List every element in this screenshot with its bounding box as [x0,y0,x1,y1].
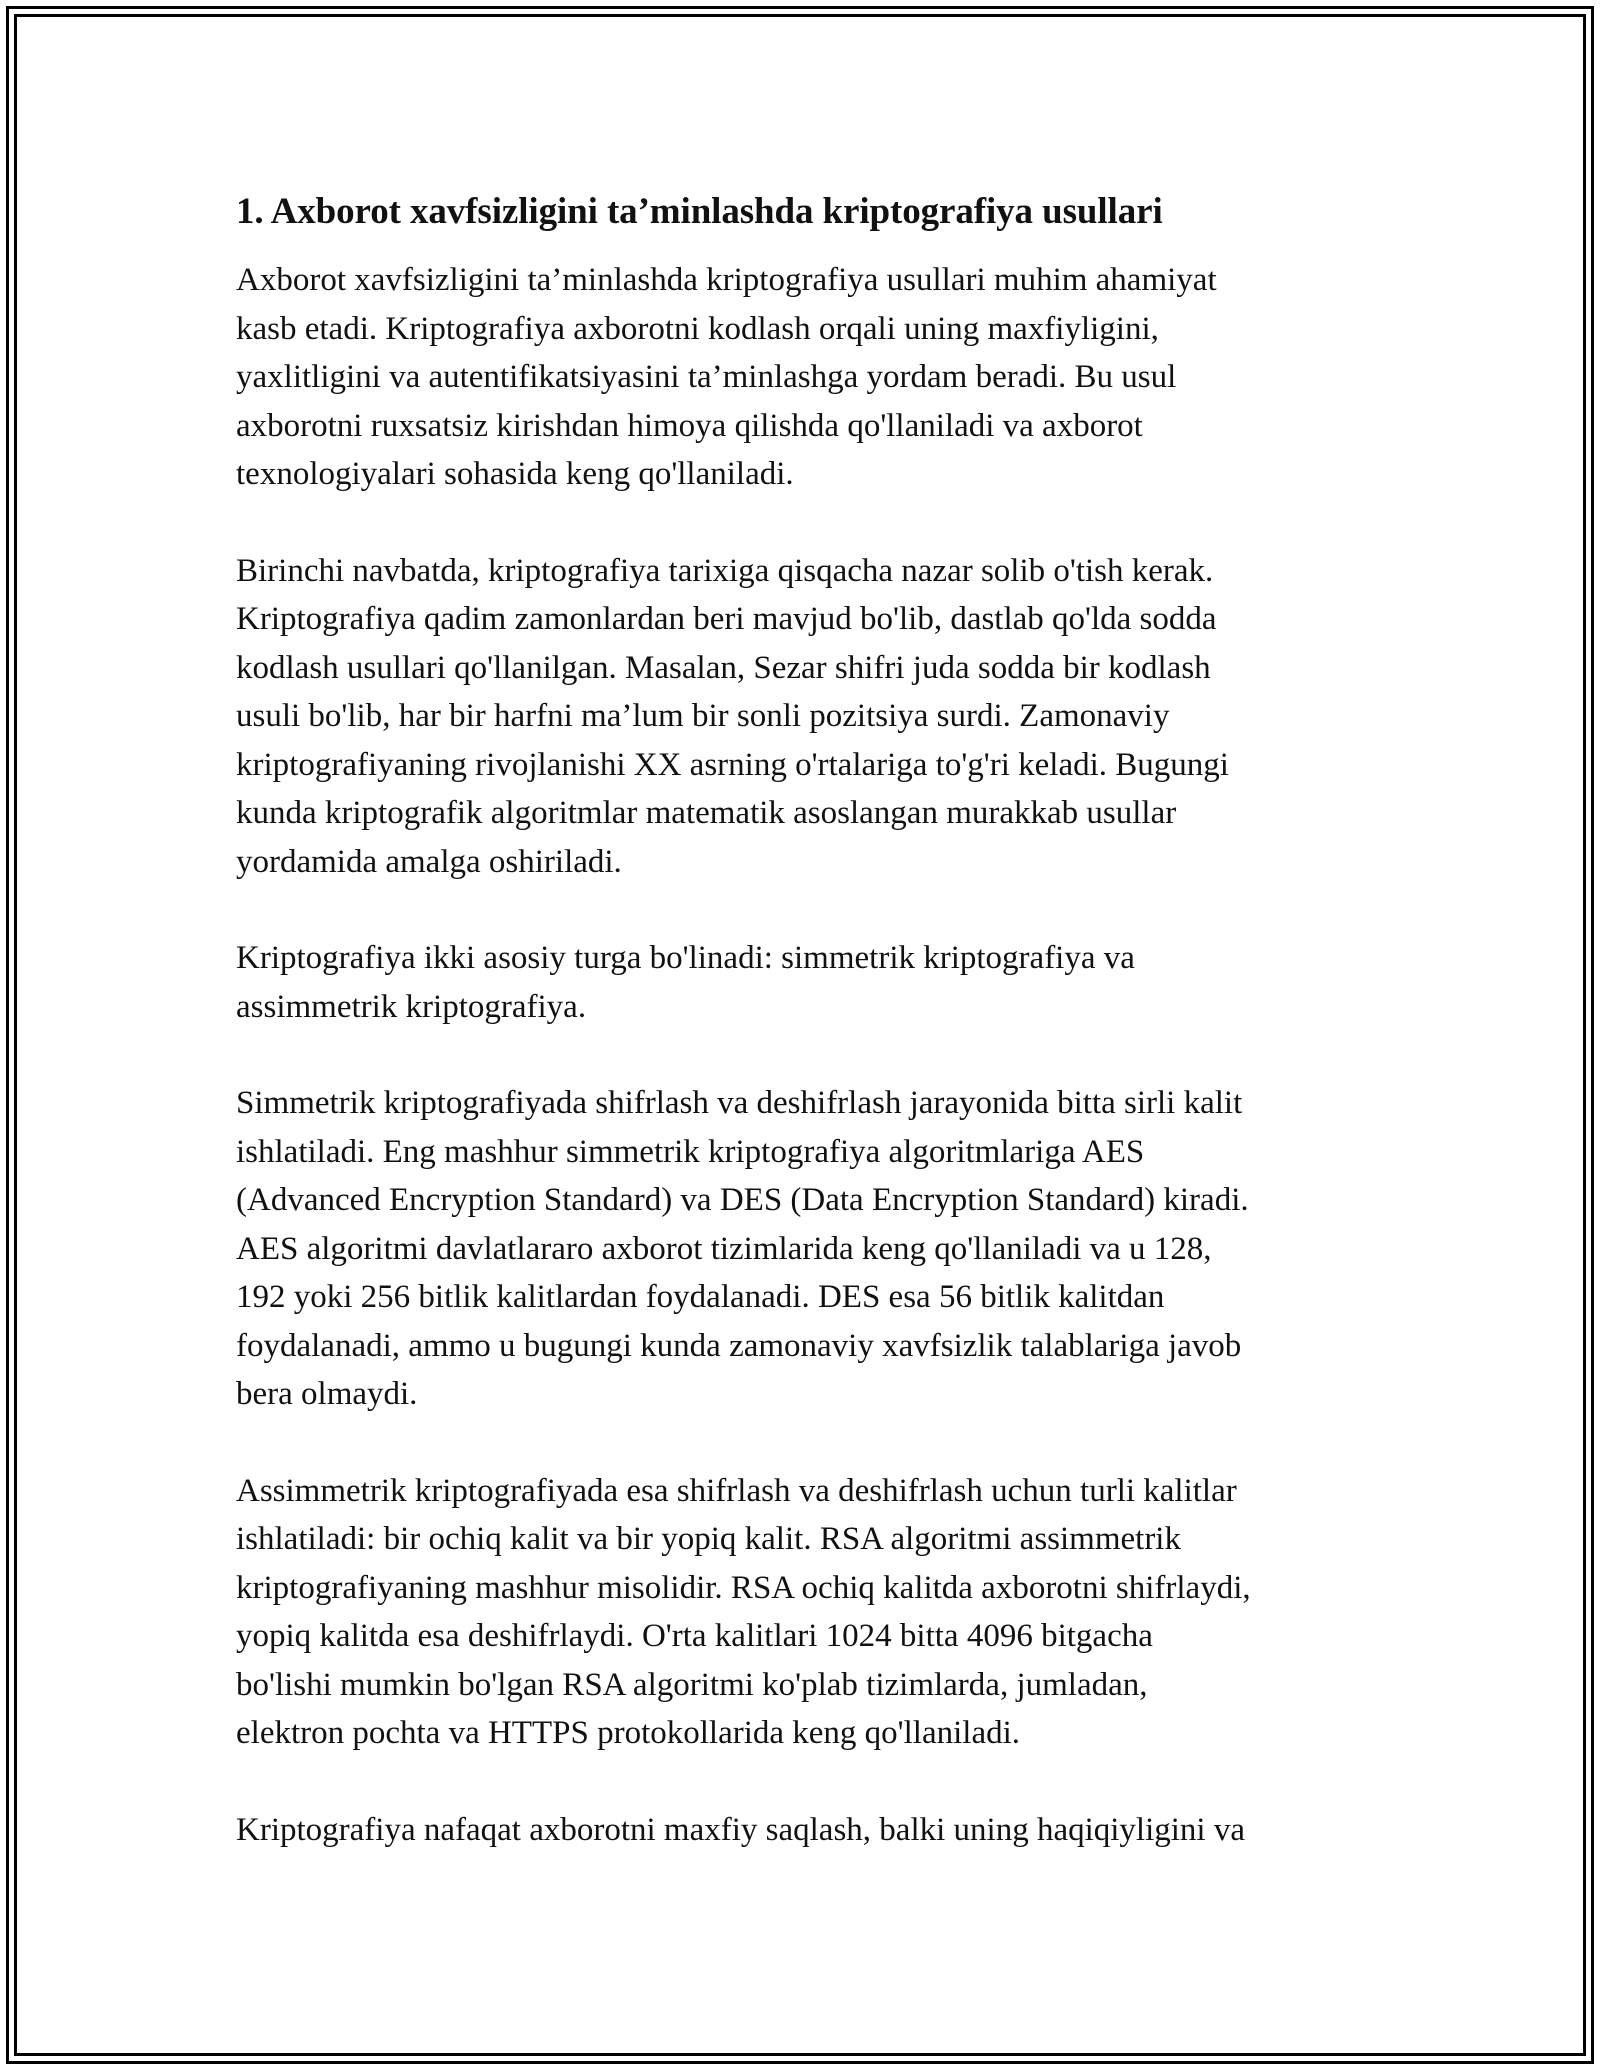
text-line: bera olmaydi. [236,1376,418,1412]
paragraph-closing [236,1806,1376,1855]
text-line: Kriptografiya ikki asosiy turga bo'linadi: simmetrik kriptografiya va [236,940,1135,976]
text-line: Axborot xavfsizligini ta’minlashda kriptografiya usullari muhim ahamiyat [236,262,1217,298]
document-body [236,184,1376,1854]
section-heading: 1. Axborot xavfsizligini ta’minlashda kriptografiya usullari [236,191,1163,232]
text-line: axborotni ruxsatsiz kirishdan himoya qilishda qo'llaniladi va axborot [236,407,1143,444]
text-line: ishlatiladi: bir ochiq kalit va bir yopiq kalit. RSA algoritmi assimmetrik [236,1521,1181,1557]
text-line: ishlatiladi. Eng mashhur simmetrik kriptografiya algoritmlariga AES [236,1133,1145,1170]
paragraph-types [236,934,1376,1031]
text-line: Assimmetrik kriptografiyada esa shifrlash va deshifrlash uchun turli kalitlar [236,1472,1237,1509]
text-line: Simmetrik kriptografiyada shifrlash va deshifrlash jarayonida bitta sirli kalit [236,1085,1243,1121]
text-line: foydalanadi, ammo u bugungi kunda zamonaviy xavfsizlik talablariga javob [236,1327,1242,1364]
paragraph-asymmetric [236,1467,1376,1758]
text-line: Birinchi navbatda, kriptografiya tarixiga qisqacha nazar solib o'tish kerak. [236,552,1214,589]
text-line: bo'lishi mumkin bo'lgan RSA algoritmi ko'plab tizimlarda, jumladan, [236,1666,1148,1703]
text-line: kodlash usullari qo'llanilgan. Masalan, Sezar shifri juda sodda bir kodlash [236,649,1211,686]
paragraph-symmetric [236,1079,1376,1419]
text-line: texnologiyalari sohasida keng qo'llaniladi. [236,456,794,492]
text-line: 192 yoki 256 bitlik kalitlardan foydalanadi. DES esa 56 bitlik kalitdan [236,1279,1165,1315]
text-line: AES algoritmi davlatlararo axborot tizimlarida keng qo'llaniladi va u 128, [236,1230,1212,1267]
text-line: kunda kriptografik algoritmlar matematik asoslangan murakkab usullar [236,795,1177,831]
text-line: kriptografiyaning mashhur misolidir. RSA ochiq kalitda axborotni shifrlaydi, [236,1569,1251,1606]
paragraph-history [236,547,1376,887]
text-line: (Advanced Encryption Standard) va DES (Data Encryption Standard) kiradi. [236,1182,1249,1218]
text-line: kasb etadi. Kriptografiya axborotni kodlash orqali uning maxfiyligini, [236,310,1159,347]
text-line: Kriptografiya qadim zamonlardan beri mavjud bo'lib, dastlab qo'lda sodda [236,601,1217,637]
text-line: usuli bo'lib, har bir harfni ma’lum bir sonli pozitsiya surdi. Zamonaviy [236,698,1170,734]
text-line: elektron pochta va HTTPS protokollarida keng qo'llaniladi. [236,1715,1021,1751]
text-line: Kriptografiya nafaqat axborotni maxfiy saqlash, balki uning haqiqiyligini va [236,1811,1245,1848]
text-line: kriptografiyaning rivojlanishi XX asrning o'rtalariga to'g'ri keladi. Bugungi [236,746,1229,783]
text-line: assimmetrik kriptografiya. [236,988,587,1025]
paragraph-intro [236,256,1376,499]
text-line: yaxlitligini va autentifikatsiyasini ta’minlashga yordam beradi. Bu usul [236,359,1177,395]
text-line: yordamida amalga oshiriladi. [236,843,622,880]
text-line: yopiq kalitda esa deshifrlaydi. O'rta kalitlari 1024 bitta 4096 bitgacha [236,1618,1153,1654]
